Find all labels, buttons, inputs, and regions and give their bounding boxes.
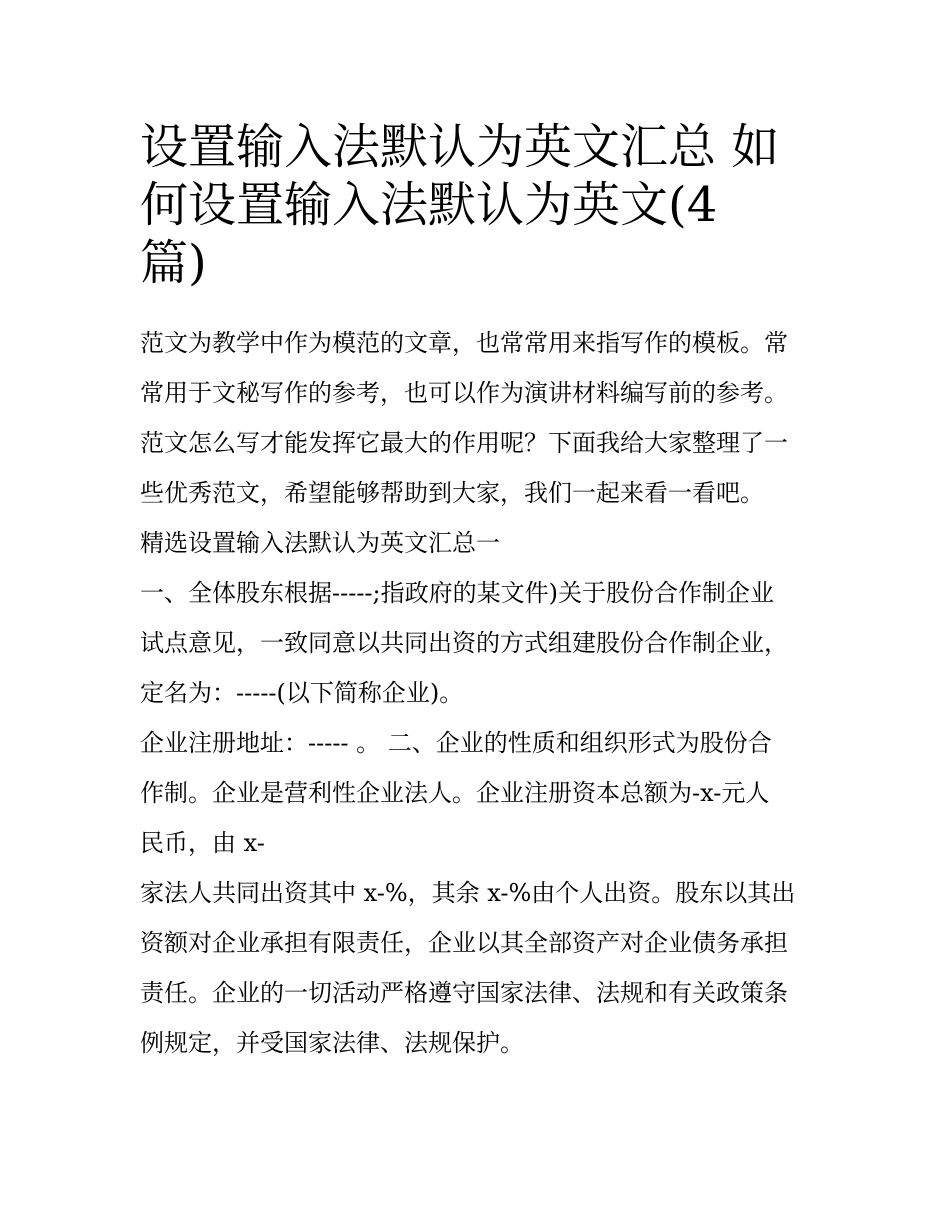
- document-title: [140, 118, 820, 292]
- body-line: 企业注册地址：----- 。 二、企业的性质和组织形式为股份合: [140, 729, 772, 757]
- body-line: 例规定，并受国家法律、法规保护。: [140, 1029, 524, 1057]
- title-line: 何设置输入法默认为英文(4: [140, 177, 718, 233]
- title-line: 设置输入法默认为英文汇总 如: [140, 119, 780, 175]
- body-line: 民币，由 x-: [140, 829, 265, 857]
- body-line: 作制。企业是营利性企业法人。企业注册资本总额为-x-元人: [140, 779, 770, 807]
- document-body: [140, 318, 820, 1068]
- body-line: 资额对企业承担有限责任，企业以其全部资产对企业债务承担: [140, 929, 788, 957]
- body-line: 家法人共同出资其中 x-%，其余 x-%由个人出资。股东以其出: [140, 879, 796, 907]
- body-line: 范文为教学中作为模范的文章，也常常用来指写作的模板。常: [140, 329, 788, 357]
- body-line: 试点意见，一致同意以共同出资的方式组建股份合作制企业，: [140, 629, 788, 657]
- body-line: 责任。企业的一切活动严格遵守国家法律、法规和有关政策条: [140, 979, 788, 1007]
- body-line: 范文怎么写才能发挥它最大的作用呢？下面我给大家整理了一: [140, 429, 788, 457]
- body-line: 常用于文秘写作的参考，也可以作为演讲材料编写前的参考。: [140, 379, 788, 407]
- body-line: 一、全体股东根据-----;指政府的某文件)关于股份合作制企业: [140, 579, 774, 607]
- body-line: 定名为：-----(以下简称企业)。: [140, 679, 464, 707]
- body-line: 些优秀范文，希望能够帮助到大家，我们一起来看一看吧。: [140, 479, 764, 507]
- section-heading: 精选设置输入法默认为英文汇总一: [140, 529, 500, 557]
- title-spacer: [140, 292, 820, 318]
- title-line: 篇): [140, 235, 207, 291]
- document-page: [140, 118, 820, 1068]
